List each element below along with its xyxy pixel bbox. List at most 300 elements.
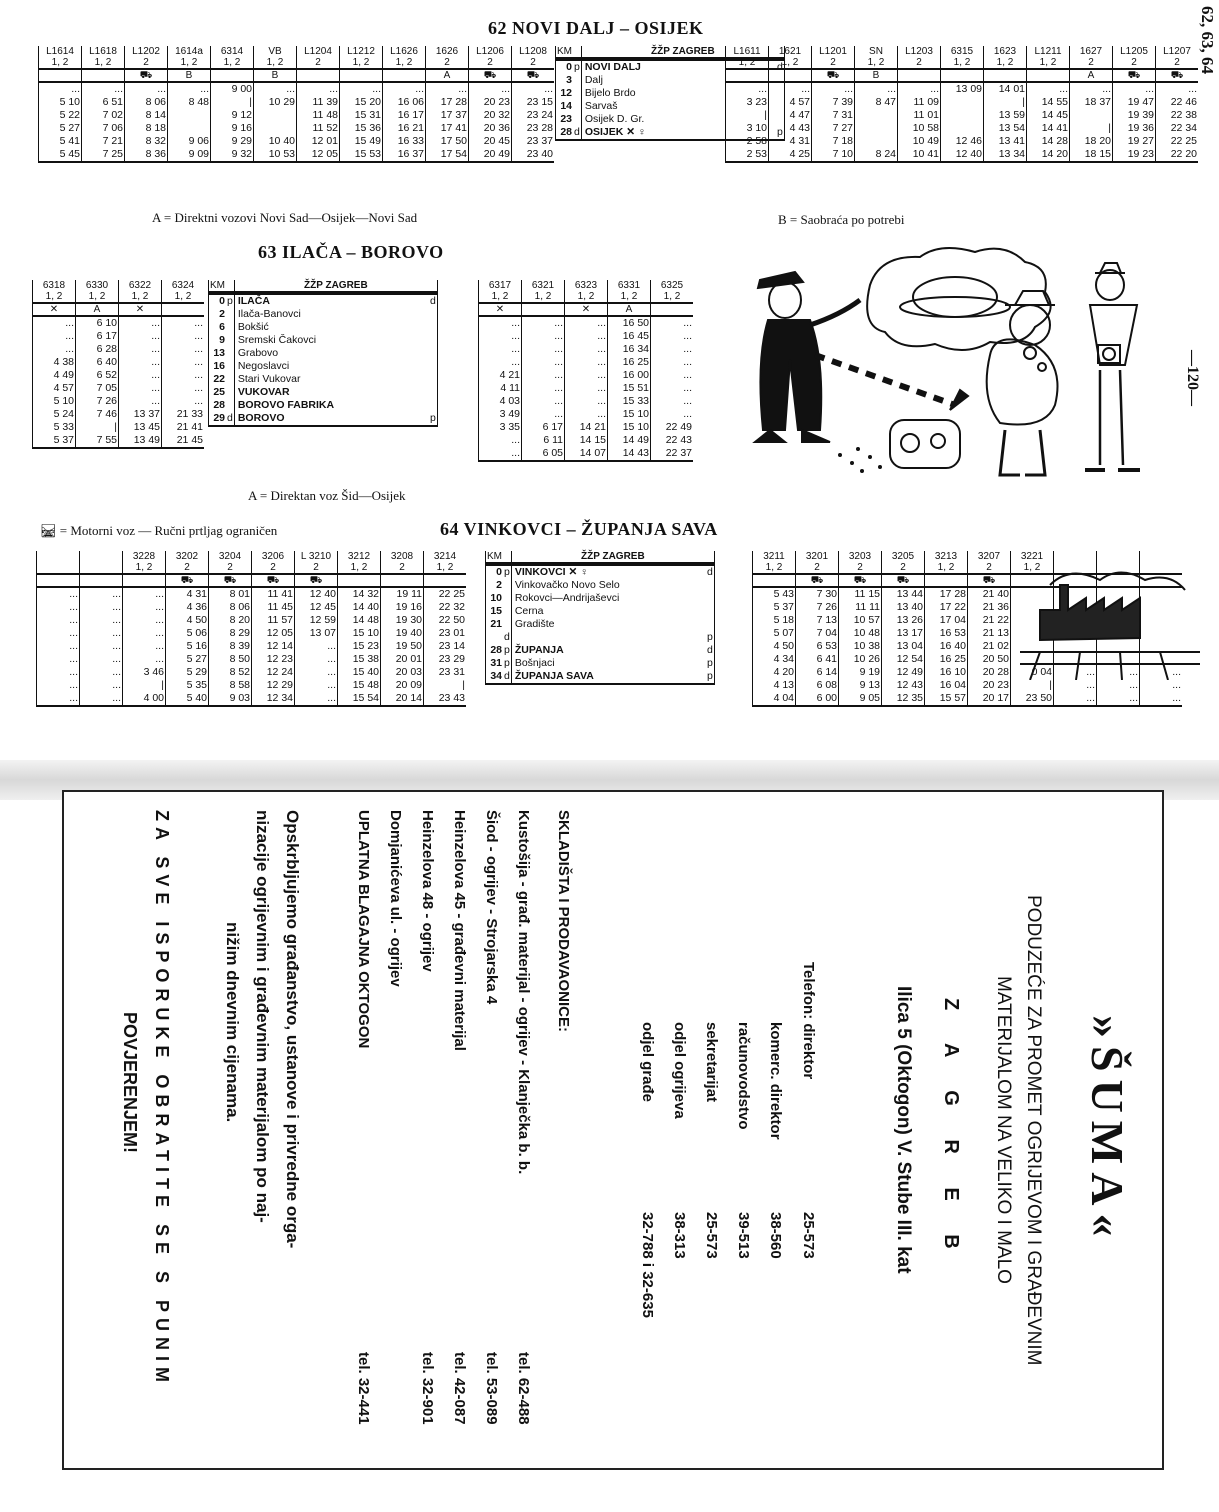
train-header <box>168 46 211 69</box>
table-62-right <box>725 46 1198 163</box>
time-cell: ... <box>80 692 123 706</box>
train-number: L1208 <box>519 46 547 57</box>
time-cell: 8 29 <box>209 627 252 640</box>
time-cell: 16 21 <box>383 122 426 135</box>
train-header <box>295 551 338 574</box>
km-cell: 23 <box>556 113 574 126</box>
station-name: Osijek D. Gr. <box>581 113 761 126</box>
time-cell: 5 07 <box>753 627 796 640</box>
timetable-row <box>39 109 555 122</box>
train-class: 1, 2 <box>51 57 69 68</box>
motor-car-icon: ⛟ <box>839 574 882 587</box>
time-cell: 15 10 <box>338 627 381 640</box>
time-cell: 17 04 <box>925 614 968 627</box>
time-cell: 14 28 <box>1027 135 1070 148</box>
time-cell: ... <box>33 330 76 343</box>
time-cell: 15 53 <box>340 148 383 162</box>
time-cell: 5 43 <box>753 587 796 601</box>
time-cell: ... <box>651 382 694 395</box>
station-row <box>209 399 438 412</box>
timetable-row <box>479 447 694 461</box>
time-cell: 12 29 <box>252 679 295 692</box>
train-mark <box>340 69 383 82</box>
station-row <box>486 631 715 644</box>
km-cell: 34 <box>486 670 504 684</box>
time-cell: 12 05 <box>297 148 340 162</box>
time-cell: 19 27 <box>1113 135 1156 148</box>
time-cell: 19 39 <box>1113 109 1156 122</box>
time-cell: 21 33 <box>162 408 205 421</box>
store-tel-5: tel. 32-441 <box>355 1352 372 1425</box>
time-cell: 8 47 <box>855 96 898 109</box>
train-number: 6318 <box>42 280 66 291</box>
time-cell: ... <box>123 653 166 666</box>
train-header <box>33 280 76 303</box>
time-cell: ... <box>119 330 162 343</box>
train-number: L1618 <box>89 46 117 57</box>
km-header: KM <box>487 551 502 562</box>
arrive-marker: d <box>574 126 580 138</box>
time-cell: 9 19 <box>839 666 882 679</box>
time-cell: 21 02 <box>968 640 1011 653</box>
station-name: Sarvaš <box>581 100 761 113</box>
train-number: L1611 <box>733 46 761 57</box>
time-cell: 4 34 <box>753 653 796 666</box>
station-name: Cerna <box>511 605 700 618</box>
timetable-row <box>33 330 205 343</box>
time-cell: ... <box>855 82 898 96</box>
time-cell: 17 22 <box>925 601 968 614</box>
store-tel-0: tel. 62-488 <box>515 1352 532 1425</box>
time-cell: 4 31 <box>166 587 209 601</box>
km-cell: 31 <box>486 657 504 670</box>
km-cell: 2 <box>486 579 504 592</box>
time-cell: ... <box>651 316 694 330</box>
timetable-row <box>726 135 1199 148</box>
time-cell: ... <box>119 316 162 330</box>
time-cell: | <box>424 679 467 692</box>
time-cell: 6 28 <box>76 343 119 356</box>
station-row <box>209 321 438 334</box>
time-cell: 4 03 <box>479 395 522 408</box>
time-cell: 14 43 <box>608 447 651 461</box>
train-header <box>925 551 968 574</box>
km-cell: 3 <box>556 74 574 87</box>
train-header <box>125 46 168 69</box>
time-cell: 13 37 <box>119 408 162 421</box>
train-class: 2 <box>143 57 149 68</box>
time-cell: 17 41 <box>426 122 469 135</box>
train-class: 1, 2 <box>135 562 153 573</box>
time-cell: ... <box>1140 692 1183 706</box>
time-cell: 12 34 <box>252 692 295 706</box>
time-cell: 4 43 <box>769 122 812 135</box>
phone-label-4: odjel ogrijeva <box>671 1022 688 1119</box>
time-cell: 7 21 <box>82 135 125 148</box>
station-name: Stari Vukovar <box>234 373 421 386</box>
time-cell: 12 14 <box>252 640 295 653</box>
train-header <box>984 46 1027 69</box>
phone-label-3: sekretarijat <box>703 1022 720 1103</box>
time-cell: 4 25 <box>769 148 812 162</box>
time-cell: ... <box>522 316 565 330</box>
train-number: 6325 <box>660 280 684 291</box>
depart-marker: d <box>700 565 714 579</box>
time-cell: 9 00 <box>211 82 254 96</box>
time-cell: 14 55 <box>1027 96 1070 109</box>
time-cell: ... <box>80 614 123 627</box>
train-mark <box>898 69 941 82</box>
train-number: 3211 <box>763 551 785 562</box>
train-class: 2 <box>857 562 863 573</box>
arrive-marker <box>226 334 234 347</box>
time-cell: 6 05 <box>522 447 565 461</box>
train-header <box>479 280 522 303</box>
train-class: 1, 2 <box>937 562 955 573</box>
station-name: BOROVO <box>234 412 421 426</box>
station-name: ŽUPANJA SAVA <box>511 670 700 684</box>
store-tel-2: tel. 42-087 <box>451 1352 468 1425</box>
time-cell: 16 34 <box>608 343 651 356</box>
time-cell: 11 11 <box>839 601 882 614</box>
note-63-a: A = Direktan voz Šid—Osijek <box>248 488 406 503</box>
time-cell: ... <box>37 692 80 706</box>
time-cell: 5 27 <box>166 653 209 666</box>
time-cell <box>168 109 211 122</box>
time-cell: ... <box>565 382 608 395</box>
km-cell: 10 <box>486 592 504 605</box>
train-number: 6315 <box>950 46 974 57</box>
depart-marker: d <box>700 644 714 657</box>
time-cell: 15 23 <box>338 640 381 653</box>
time-cell: 20 23 <box>968 679 1011 692</box>
time-cell: ... <box>1097 679 1140 692</box>
train-header <box>769 46 812 69</box>
time-cell: 8 24 <box>855 148 898 162</box>
time-cell: 13 44 <box>882 587 925 601</box>
depart-marker: d <box>761 60 784 74</box>
time-cell: 3 23 <box>726 96 769 109</box>
train-mark <box>925 574 968 587</box>
arrive-marker <box>226 321 234 334</box>
km-cell: 16 <box>209 360 227 373</box>
timetable-row <box>39 96 555 109</box>
page-folio: —120— <box>1184 350 1201 406</box>
time-cell: 7 04 <box>796 627 839 640</box>
time-cell: ... <box>479 316 522 330</box>
time-cell: 2 58 <box>726 135 769 148</box>
station-row <box>209 308 438 321</box>
time-cell: 6 00 <box>796 692 839 706</box>
train-header <box>1070 46 1113 69</box>
arrive-marker <box>226 386 234 399</box>
arrive-marker: p <box>504 644 510 656</box>
time-cell: 17 37 <box>426 109 469 122</box>
table-63-right <box>478 280 693 462</box>
train-header <box>162 280 205 303</box>
time-cell: 15 38 <box>338 653 381 666</box>
time-cell: ... <box>812 82 855 96</box>
time-cell: 23 01 <box>424 627 467 640</box>
time-cell: 14 40 <box>338 601 381 614</box>
time-cell: 11 52 <box>297 122 340 135</box>
time-cell: 5 29 <box>166 666 209 679</box>
time-cell: 6 17 <box>522 421 565 434</box>
train-mark <box>769 69 812 82</box>
train-mark: A <box>1070 69 1113 82</box>
time-cell: 7 30 <box>796 587 839 601</box>
time-cell: 12 45 <box>295 601 338 614</box>
train-number: 6321 <box>531 280 555 291</box>
time-cell: 4 57 <box>769 96 812 109</box>
train-number: L1206 <box>476 46 504 57</box>
train-class: 2 <box>900 562 906 573</box>
arrive-marker <box>503 605 511 618</box>
time-cell: 16 53 <box>925 627 968 640</box>
phone-number-2: 39-513 <box>735 1212 752 1259</box>
timetable-row <box>726 96 1199 109</box>
railway-cartoon-illustration <box>740 245 1180 490</box>
time-cell: 8 18 <box>125 122 168 135</box>
train-class: 1, 2 <box>266 57 284 68</box>
train-header <box>898 46 941 69</box>
time-cell: 13 54 <box>984 122 1027 135</box>
time-cell: 8 14 <box>125 109 168 122</box>
time-cell: 12 23 <box>252 653 295 666</box>
time-cell: ... <box>37 640 80 653</box>
time-cell: ... <box>33 343 76 356</box>
time-cell: 14 21 <box>565 421 608 434</box>
time-cell: 11 15 <box>839 587 882 601</box>
time-cell: 7 39 <box>812 96 855 109</box>
phone-label-5: odjel građe <box>639 1022 656 1103</box>
store-4: Domjanićeva ul. - ogrijev <box>387 810 404 987</box>
time-cell: 13 45 <box>119 421 162 434</box>
train-mark <box>297 69 340 82</box>
time-cell: ... <box>651 408 694 421</box>
time-cell: 12 35 <box>882 692 925 706</box>
time-cell: ... <box>479 356 522 369</box>
time-cell: 10 40 <box>254 135 297 148</box>
time-cell: ... <box>123 614 166 627</box>
km-cell: 6 <box>209 321 227 334</box>
arrive-marker <box>226 347 234 360</box>
time-cell: ... <box>162 382 205 395</box>
train-header <box>338 551 381 574</box>
time-cell: 18 20 <box>1070 135 1113 148</box>
timetable-row <box>33 421 205 434</box>
time-cell: 5 06 <box>166 627 209 640</box>
station-row <box>486 565 715 579</box>
time-cell: 6 14 <box>796 666 839 679</box>
time-cell: 11 01 <box>898 109 941 122</box>
time-cell <box>855 135 898 148</box>
train-header <box>80 551 123 574</box>
train-header <box>39 46 82 69</box>
time-cell: ... <box>80 601 123 614</box>
train-class: 2 <box>530 57 536 68</box>
time-cell: 10 41 <box>898 148 941 162</box>
time-cell: ... <box>119 369 162 382</box>
time-cell: 8 48 <box>168 96 211 109</box>
table-64-stations <box>485 551 715 685</box>
time-cell: 10 26 <box>839 653 882 666</box>
station-name: BOROVO FABRIKA <box>234 399 421 412</box>
time-cell: 6 51 <box>82 96 125 109</box>
time-cell: 9 05 <box>839 692 882 706</box>
time-cell: ... <box>37 666 80 679</box>
station-name: Bošnjaci <box>511 657 700 670</box>
time-cell <box>254 109 297 122</box>
time-cell: 8 01 <box>209 587 252 601</box>
store-0: Kustošija - građ. materijal - ogrijev - Klanječka b. b. <box>515 810 532 1175</box>
train-mark <box>37 574 80 587</box>
time-cell: 16 17 <box>383 109 426 122</box>
train-header <box>82 46 125 69</box>
time-cell: 20 03 <box>381 666 424 679</box>
timetable-row <box>37 666 467 679</box>
train-header <box>211 46 254 69</box>
time-cell: ... <box>651 369 694 382</box>
time-cell: 13 41 <box>984 135 1027 148</box>
time-cell: ... <box>565 369 608 382</box>
stores-title: SKLADIŠTA I PRODAVAONICE: <box>555 810 572 1032</box>
time-cell: 13 26 <box>882 614 925 627</box>
train-class: 1, 2 <box>436 562 454 573</box>
arrive-marker <box>226 399 234 412</box>
time-cell: ... <box>1140 679 1183 692</box>
timetable-row <box>37 627 467 640</box>
time-cell: 20 28 <box>968 666 1011 679</box>
train-class: 1, 2 <box>180 57 198 68</box>
timetable-row <box>37 679 467 692</box>
train-header <box>469 46 512 69</box>
time-cell: ... <box>162 316 205 330</box>
train-header <box>608 280 651 303</box>
motor-car-icon: 🛤 <box>40 523 57 538</box>
train-class: 1, 2 <box>534 291 552 302</box>
station-name: Negoslavci <box>234 360 421 373</box>
time-cell: 19 16 <box>381 601 424 614</box>
timetable-row <box>33 408 205 421</box>
km-cell: 12 <box>556 87 574 100</box>
timetable-row <box>37 587 467 601</box>
train-number: L1211 <box>1034 46 1062 57</box>
time-cell: 9 03 <box>209 692 252 706</box>
railway-header: ŽŽP ZAGREB <box>581 46 784 58</box>
time-cell: | <box>726 109 769 122</box>
time-cell: ... <box>898 82 941 96</box>
train-class: 2 <box>1131 57 1137 68</box>
time-cell: ... <box>522 343 565 356</box>
arrive-marker <box>503 579 511 592</box>
time-cell: 20 17 <box>968 692 1011 706</box>
arrive-marker: d <box>504 631 510 643</box>
phone-number-1: 38-560 <box>767 1212 784 1259</box>
time-cell: 9 12 <box>211 109 254 122</box>
time-cell: 9 29 <box>211 135 254 148</box>
time-cell: 7 26 <box>76 395 119 408</box>
time-cell: ... <box>162 330 205 343</box>
station-name: Rokovci—Andrijaševci <box>511 592 700 605</box>
timetable-row <box>753 692 1183 706</box>
time-cell: | <box>123 679 166 692</box>
train-mark <box>522 303 565 316</box>
time-cell: 22 38 <box>1156 109 1199 122</box>
train-mark: B <box>254 69 297 82</box>
train-mark <box>381 574 424 587</box>
time-cell: 0 04 <box>1011 666 1054 679</box>
time-cell: 14 15 <box>565 434 608 447</box>
train-header <box>424 551 467 574</box>
time-cell: 8 32 <box>125 135 168 148</box>
train-class: 1, 2 <box>88 291 106 302</box>
train-number: 3221 <box>1020 551 1044 562</box>
time-cell: ... <box>295 679 338 692</box>
time-cell: 3 49 <box>479 408 522 421</box>
arrival-header <box>226 280 234 292</box>
time-cell: 5 16 <box>166 640 209 653</box>
time-cell: ... <box>522 356 565 369</box>
company-line-2: MATERIJALOM NA VELIKO I MALO <box>993 976 1014 1284</box>
train-class: 1, 2 <box>352 57 370 68</box>
train-number: L1204 <box>304 46 332 57</box>
arrive-marker: p <box>504 657 510 669</box>
time-cell: 16 04 <box>925 679 968 692</box>
time-cell: 7 25 <box>82 148 125 162</box>
depart-marker <box>700 592 714 605</box>
time-cell: 19 30 <box>381 614 424 627</box>
time-cell: 10 57 <box>839 614 882 627</box>
slogan-line-1: ZA SVE ISPORUKE OBRATITE SE S PUNIM <box>152 810 172 1389</box>
time-cell: ... <box>123 601 166 614</box>
time-cell: 11 57 <box>252 614 295 627</box>
time-cell: 11 39 <box>297 96 340 109</box>
timetable-row <box>479 343 694 356</box>
train-header <box>123 551 166 574</box>
time-cell: ... <box>1140 666 1183 679</box>
time-cell: ... <box>162 356 205 369</box>
time-cell: 5 35 <box>166 679 209 692</box>
station-row <box>486 579 715 592</box>
train-header <box>1113 46 1156 69</box>
train-class: 2 <box>184 562 190 573</box>
time-cell: 23 40 <box>512 148 555 162</box>
time-cell: ... <box>522 408 565 421</box>
phone-label-2: računovodstvo <box>735 1022 752 1130</box>
time-cell <box>254 122 297 135</box>
time-cell: 13 07 <box>295 627 338 640</box>
timetable-row <box>33 395 205 408</box>
arrival-header <box>503 551 511 563</box>
store-3: Heinzelova 48 - ogrijev <box>419 810 436 972</box>
time-cell: 5 22 <box>39 109 82 122</box>
train-number: 6317 <box>488 280 512 291</box>
time-cell: ... <box>119 356 162 369</box>
train-class: 1, 2 <box>491 291 509 302</box>
train-class: 2 <box>315 57 321 68</box>
time-cell: 6 52 <box>76 369 119 382</box>
arrive-marker: d <box>227 412 233 424</box>
timetable-row <box>33 369 205 382</box>
time-cell: 12 01 <box>297 135 340 148</box>
time-cell: 15 51 <box>608 382 651 395</box>
arrive-marker <box>226 360 234 373</box>
station-row <box>209 386 438 399</box>
time-cell: 10 53 <box>254 148 297 162</box>
time-cell: 22 49 <box>651 421 694 434</box>
time-cell: 14 01 <box>984 82 1027 96</box>
